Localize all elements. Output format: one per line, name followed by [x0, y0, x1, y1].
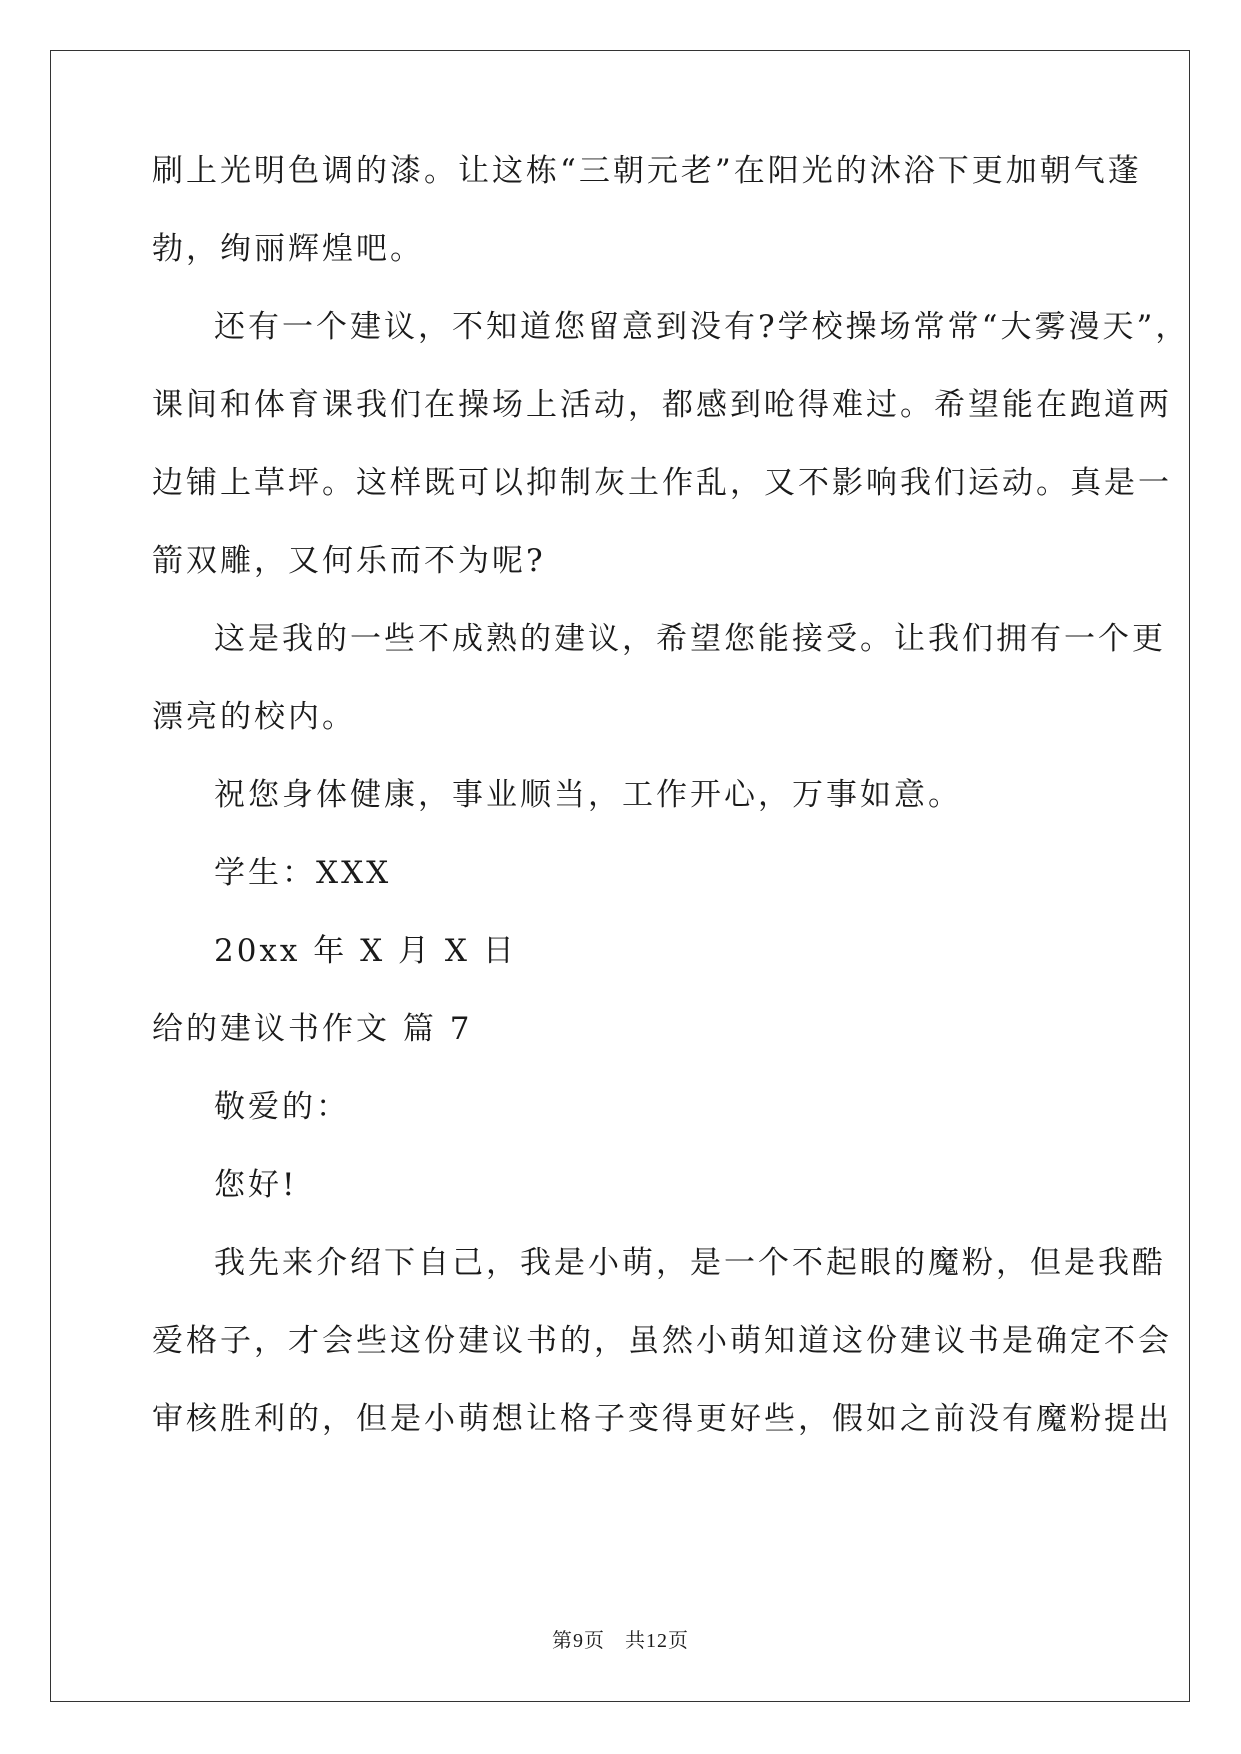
- page-prefix: 第: [552, 1628, 573, 1652]
- page-number: 9: [573, 1630, 584, 1652]
- text-line: 还有一个建议，不知道您留意到没有?学校操场常常“大雾漫天”，: [214, 309, 1190, 345]
- page-footer: [0, 1624, 1241, 1653]
- text-line: 爱格子，才会些这份建议书的，虽然小萌知道这份建议书是确定不会: [152, 1323, 1172, 1359]
- text-line: 我先来介绍下自己，我是小萌，是一个不起眼的魔粉，但是我酷: [214, 1245, 1166, 1281]
- date-line: 20xx 年 X 月 X 日: [214, 933, 517, 969]
- total-pages: 12: [646, 1630, 668, 1652]
- text-line: 课间和体育课我们在操场上活动，都感到呛得难过。希望能在跑道两: [152, 387, 1172, 423]
- salutation: 敬爱的：: [214, 1089, 350, 1125]
- document-body: [152, 132, 1190, 1458]
- text-line: 勃，绚丽辉煌吧。: [152, 231, 424, 267]
- text-line: 这是我的一些不成熟的建议，希望您能接受。让我们拥有一个更: [214, 621, 1166, 657]
- total-suffix: 页: [668, 1628, 689, 1652]
- section-heading: 给的建议书作文 篇 7: [152, 1011, 473, 1047]
- text-line: 边铺上草坪。这样既可以抑制灰土作乱，又不影响我们运动。真是一: [152, 465, 1172, 501]
- signature-line: 学生：XXX: [214, 855, 392, 891]
- total-prefix: 共: [625, 1628, 646, 1652]
- text-line: 祝您身体健康，事业顺当，工作开心，万事如意。: [214, 777, 962, 813]
- text-line: 漂亮的校内。: [152, 699, 356, 735]
- page-suffix: 页: [584, 1628, 605, 1652]
- text-line: 箭双雕，又何乐而不为呢?: [152, 543, 546, 579]
- greeting: 您好!: [214, 1167, 298, 1203]
- text-line: 刷上光明色调的漆。让这栋“三朝元老”在阳光的沐浴下更加朝气蓬: [152, 153, 1142, 189]
- text-line: 审核胜利的，但是小萌想让格子变得更好些，假如之前没有魔粉提出: [152, 1401, 1172, 1437]
